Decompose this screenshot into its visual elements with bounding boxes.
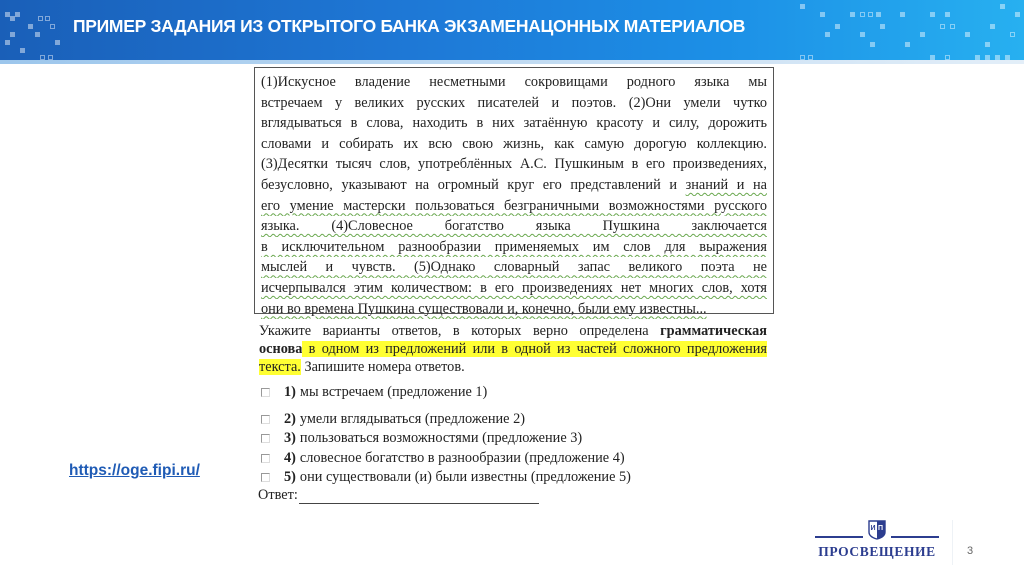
text-line: (1)Искусное владение несметными сокровищами родного языка мы	[261, 74, 767, 90]
answer-field	[258, 487, 539, 504]
answer-blank[interactable]	[299, 490, 539, 504]
checkbox-icon[interactable]	[261, 388, 270, 397]
task-highlighted-text: в одном из предложений или в одной из частей сложного предложения	[302, 341, 767, 357]
answer-option-3[interactable]	[261, 429, 582, 447]
text-line: вглядываться в слова, находить в них затаённую красоту и силу, дорожить	[261, 115, 767, 132]
logo-rule-right	[891, 536, 939, 538]
option-text: умели вглядываться (предложение 2)	[299, 410, 525, 427]
svg-text:П: П	[878, 525, 884, 532]
fipi-link[interactable]: https://oge.fipi.ru/	[69, 462, 200, 479]
header-divider	[0, 60, 1024, 64]
task-instructions	[259, 322, 767, 376]
text-line: в исключительном разнообразии применяемых им слов для выражения	[261, 238, 767, 255]
text-line: словами и собирать их всю свою жизнь, как самую дорогую коллекцию.	[261, 135, 767, 152]
page-number: 3	[967, 545, 974, 557]
text-segment: безусловно, указывают на огромный круг его представлений и	[261, 176, 677, 193]
option-number: 5)	[284, 468, 296, 485]
source-text-box	[254, 67, 774, 317]
task-text: Запишите номера ответов.	[300, 359, 465, 375]
task-line	[259, 340, 767, 358]
shield-icon	[868, 520, 886, 540]
answer-option-2[interactable]	[261, 410, 525, 428]
option-text: пользоваться возможностями (предложение 3)	[299, 429, 583, 446]
task-highlighted-text: текста.	[259, 359, 301, 375]
text-line: встречаем у великих русских писателей и поэтов. (2)Они умели чутко	[261, 94, 767, 111]
task-text: Укажите варианты ответов, в которых верно определена	[259, 323, 661, 339]
option-number: 2)	[284, 410, 296, 427]
footer-divider	[952, 520, 953, 565]
answer-option-1[interactable]	[261, 383, 487, 401]
text-line: (3)Десятки тысяч слов, употреблённых А.С. Пушкиным в его произведениях,	[261, 156, 767, 173]
option-text: словесное богатство в разнообразии (предложение 4)	[299, 449, 625, 466]
logo-text: ПРОСВЕЩЕНИЕ	[818, 544, 936, 559]
option-number: 4)	[284, 449, 296, 466]
logo-rule-left	[815, 536, 863, 538]
option-text: мы встречаем (предложение 1)	[299, 383, 488, 400]
text-segment-underlined: знаний и на	[685, 176, 767, 193]
option-number: 1)	[284, 383, 296, 400]
svg-text:И: И	[870, 525, 876, 532]
option-number: 3)	[284, 429, 296, 446]
text-line: его умение мастерски пользоваться безграничными возможностями русского	[261, 197, 767, 214]
checkbox-icon[interactable]	[261, 473, 270, 482]
checkbox-icon[interactable]	[261, 454, 270, 463]
prosveshchenie-logo	[813, 518, 941, 563]
checkbox-icon[interactable]	[261, 415, 270, 424]
task-line	[259, 358, 767, 376]
task-line	[259, 322, 767, 340]
task-bold-text: основа	[259, 341, 303, 357]
slide-title: ПРИМЕР ЗАДАНИЯ ИЗ ОТКРЫТОГО БАНКА ЭКЗАМЕНАЦОННЫХ МАТЕРИАЛОВ	[73, 16, 746, 36]
option-text: они существовали (и) были известны (предложение 5)	[299, 468, 631, 485]
text-line: мыслей и чувств. (5)Однако словарный запас великого поэта не	[261, 259, 767, 276]
text-line: они во времена Пушкина существовали и, конечно, были ему известны...	[261, 300, 707, 317]
text-line: языка. (4)Словесное богатство языка Пушкина заключается	[261, 218, 767, 235]
answer-label: Ответ:	[258, 487, 298, 503]
answer-option-4[interactable]	[261, 449, 625, 467]
answer-option-5[interactable]	[261, 468, 631, 486]
text-line: исчерпывался этим количеством: в его произведениях нет многих слов, хотя	[261, 279, 767, 296]
text-line	[261, 175, 767, 196]
task-bold-text: грамматическая	[660, 323, 767, 339]
slide-header	[0, 0, 1024, 64]
checkbox-icon[interactable]	[261, 434, 270, 443]
